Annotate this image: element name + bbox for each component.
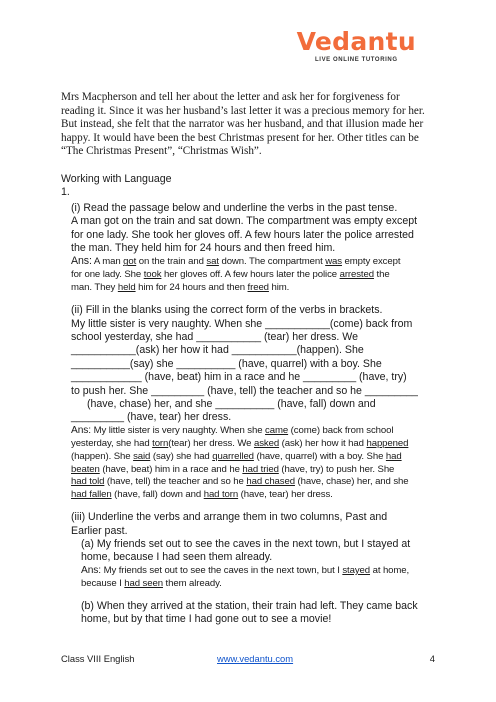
q2-line: school yesterday, she had ___________ (tear) her dress. We	[71, 330, 358, 343]
page-content	[61, 91, 438, 626]
intro-line: happy. It would have been the best Christmas present for her. Other titles can be	[61, 131, 419, 144]
intro-line: reading it. Since it was her husband’s last letter it was a precious memory for her.	[61, 104, 425, 117]
q3-part-a: (a) My friends set out to see the caves in the next town, but I stayed at home, because I had seen them already. Ans: My friends set out to see the caves in the next town, but I stayed at home, because I had seen them already. (b) When they arrived at the station, their train had left. They came back home, but by that time I had gone out to see a movie!	[71, 538, 438, 626]
q1-passage-line: the man. They held him for 24 hours and then freed him.	[71, 242, 336, 254]
q1-passage-line: for one lady. She took her gloves off. A few hours later the police arrested	[71, 228, 414, 241]
q3-part-b: (b) When they arrived at the station, their train had left. They came back	[81, 599, 418, 612]
section-title: Working with Language	[61, 172, 172, 185]
q2-prompt: (ii) Fill in the blanks using the correct form of the verbs in brackets.	[71, 304, 383, 317]
q2-answer: Ans: My little sister is very naughty. When she came (come) back from school yesterday, she had torn(tear) her dress. We asked (ask) her how it had happened (happen). She said (say) she had quarrelled (have, quarrel) with a boy. She had beaten (have, beat) him in a race and he had tried (have, try) to push her. She had told (have, tell) the teacher and so he had chased (have, chase) her, and she had fallen (have, fall) down and had torn (have, tear) her dress.	[71, 424, 409, 501]
q2-line: My little sister is very naughty. When she ___________(come) back from	[71, 317, 413, 330]
intro-line: But instead, she felt that the narrator was her husband, and that illusion made her	[61, 118, 424, 131]
q1-passage-line: A man got on the train and sat down. The compartment was empty except	[71, 215, 418, 228]
page-number: 4	[429, 653, 435, 664]
q1-prompt: (i) Read the passage below and underline the verbs in the past tense.	[71, 201, 398, 214]
logo-wordmark: Vedantu	[296, 27, 416, 56]
q2-line: ____________ (have, beat) him in a race and he _________ (have, try)	[71, 371, 407, 384]
logo-tagline: LIVE ONLINE TUTORING	[315, 57, 398, 63]
q1-answer: Ans: A man got on the train and sat down. The compartment was empty except for one lady. She took her gloves off. A few hours later the police arrested the man. They held him for 24 hours and then freed him.	[71, 255, 401, 294]
question-number: 1.	[61, 186, 70, 199]
answer-label: Ans:	[71, 424, 91, 436]
q2-line: to push her. She _________ (have, tell) the teacher and so he _________	[71, 384, 418, 397]
q2-line: (have, chase) her, and she __________ (have, fall) down and	[87, 397, 376, 410]
q2-line: __________(say) she __________ (have, quarrel) with a boy. She	[71, 357, 382, 370]
question-1	[61, 202, 438, 627]
intro-line: “The Christmas Present”, “Christmas Wish”.	[61, 145, 262, 158]
q2-line: ___________(ask) her how it had ___________(happen). She	[71, 344, 364, 357]
intro-line: Mrs Macpherson and tell her about the letter and ask her for forgiveness for	[61, 91, 400, 103]
q2-line: _________ (have, tear) her dress.	[71, 411, 232, 424]
q3-prompt: (iii) Underline the verbs and arrange them in two columns, Past and	[71, 511, 388, 524]
vedantu-logo	[297, 28, 416, 64]
answer-label: Ans:	[81, 564, 101, 576]
answer-label: Ans:	[71, 255, 92, 268]
footer-class-label: Class VIII English	[61, 653, 135, 664]
intro-paragraph	[61, 91, 438, 159]
footer-website-link[interactable]: www.vedantu.com	[217, 653, 294, 664]
q3-prompt-cont: Earlier past.	[71, 524, 128, 537]
